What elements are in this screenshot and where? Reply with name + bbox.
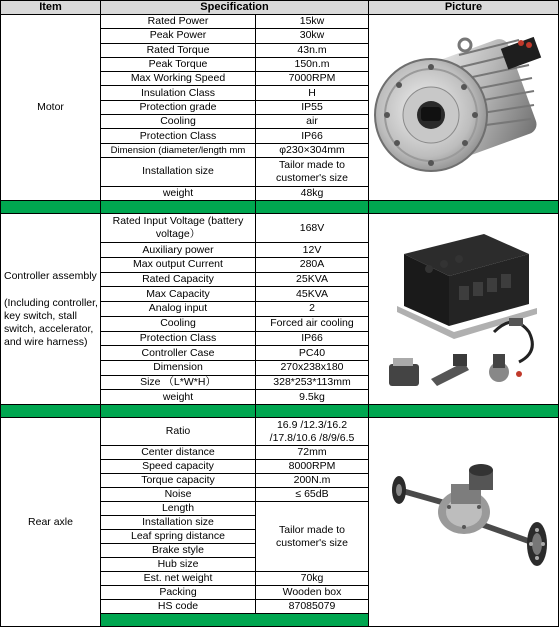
spec-value: 16.9 /12.3/16.2 /17.8/10.6 /8/9/6.5: [256, 418, 369, 446]
spec-value: 280A: [256, 258, 369, 273]
spec-name: Max output Current: [101, 258, 256, 273]
spec-name: Installation size: [101, 157, 256, 186]
section-divider: [1, 405, 559, 418]
spec-value: 70kg: [256, 572, 369, 586]
spec-value: Forced air cooling: [256, 316, 369, 331]
spec-name: weight: [101, 390, 256, 405]
spec-name: Center distance: [101, 446, 256, 460]
spec-name: Est. net weight: [101, 572, 256, 586]
spec-value: 87085079: [256, 600, 369, 614]
spec-name: Max Capacity: [101, 287, 256, 302]
spec-value-merged: Tailor made to customer's size: [256, 502, 369, 572]
spec-value: 150n.m: [256, 57, 369, 71]
header-picture: Picture: [369, 1, 559, 15]
spec-value: 48kg: [256, 186, 369, 200]
controller-label-title: Controller assembly: [4, 269, 97, 282]
spec-name: Leaf spring distance: [101, 530, 256, 544]
spec-value: 45KVA: [256, 287, 369, 302]
spec-name: Max Working Speed: [101, 72, 256, 86]
spec-value: IP55: [256, 100, 369, 114]
spec-value: 2: [256, 302, 369, 317]
spec-name: Rated Power: [101, 15, 256, 29]
section-divider: [1, 201, 559, 214]
spec-value: 30kw: [256, 29, 369, 43]
spec-name: Dimension (diameter/length mm: [101, 143, 256, 157]
spec-value: 72mm: [256, 446, 369, 460]
spec-name: Speed capacity: [101, 460, 256, 474]
spec-value: 43n.m: [256, 43, 369, 57]
controller-picture: [369, 214, 559, 405]
spec-name: Peak Power: [101, 29, 256, 43]
rear-axle-picture: [369, 418, 559, 627]
spec-value: 328*253*113mm: [256, 375, 369, 390]
spec-value: 7000RPM: [256, 72, 369, 86]
spec-value: ≤ 65dB: [256, 488, 369, 502]
motor-label: Motor: [1, 15, 101, 201]
spec-name: Length: [101, 502, 256, 516]
spec-name: weight: [101, 186, 256, 200]
spec-value: 25KVA: [256, 272, 369, 287]
header-item: Item: [1, 1, 101, 15]
spec-name: Brake style: [101, 544, 256, 558]
controller-image: [369, 214, 559, 404]
spec-name: Controller Case: [101, 346, 256, 361]
table-row: [1, 15, 559, 29]
spec-name: Auxiliary power: [101, 243, 256, 258]
spec-value: 200N.m: [256, 474, 369, 488]
spec-name: Installation size: [101, 516, 256, 530]
spec-value: 15kw: [256, 15, 369, 29]
spec-name: Cooling: [101, 316, 256, 331]
spec-name: Peak Torque: [101, 57, 256, 71]
rear-axle-label: Rear axle: [1, 418, 101, 627]
spec-name: Analog input: [101, 302, 256, 317]
controller-label: [1, 214, 101, 405]
spec-name: HS code: [101, 600, 256, 614]
spec-value: 9.5kg: [256, 390, 369, 405]
spec-value: H: [256, 86, 369, 100]
spec-value: Wooden box: [256, 586, 369, 600]
spec-name: Rated Input Voltage (battery voltage）: [101, 214, 256, 243]
rear-axle-image: [369, 422, 559, 622]
spec-value: IP66: [256, 129, 369, 143]
spec-value: PC40: [256, 346, 369, 361]
spec-value: φ230×304mm: [256, 143, 369, 157]
spec-name: Packing: [101, 586, 256, 600]
spec-name: Hub size: [101, 558, 256, 572]
spec-name: Rated Torque: [101, 43, 256, 57]
spec-name: Protection Class: [101, 129, 256, 143]
spec-name: Noise: [101, 488, 256, 502]
spec-value: air: [256, 115, 369, 129]
spec-value: 270x238x180: [256, 360, 369, 375]
controller-label-note: (Including controller, key switch, stall switch, accelerator, and wire harness): [4, 296, 98, 348]
motor-image: [369, 15, 559, 200]
spec-name: Size （L*W*H）: [101, 375, 256, 390]
spec-name: Dimension: [101, 360, 256, 375]
header-specification: Specification: [101, 1, 369, 15]
spec-name: Protection grade: [101, 100, 256, 114]
header-row: [1, 1, 559, 15]
spec-name: Insulation Class: [101, 86, 256, 100]
spec-name: Rated Capacity: [101, 272, 256, 287]
spec-value: IP66: [256, 331, 369, 346]
table-row: [1, 418, 559, 446]
spec-value: 168V: [256, 214, 369, 243]
spec-value: 12V: [256, 243, 369, 258]
spec-name: Ratio: [101, 418, 256, 446]
spec-value: 8000RPM: [256, 460, 369, 474]
motor-picture: [369, 15, 559, 201]
spec-name: Torque capacity: [101, 474, 256, 488]
spec-value: Tailor made to customer's size: [256, 157, 369, 186]
table-row: [1, 214, 559, 243]
spec-name: Cooling: [101, 115, 256, 129]
spec-name: Protection Class: [101, 331, 256, 346]
